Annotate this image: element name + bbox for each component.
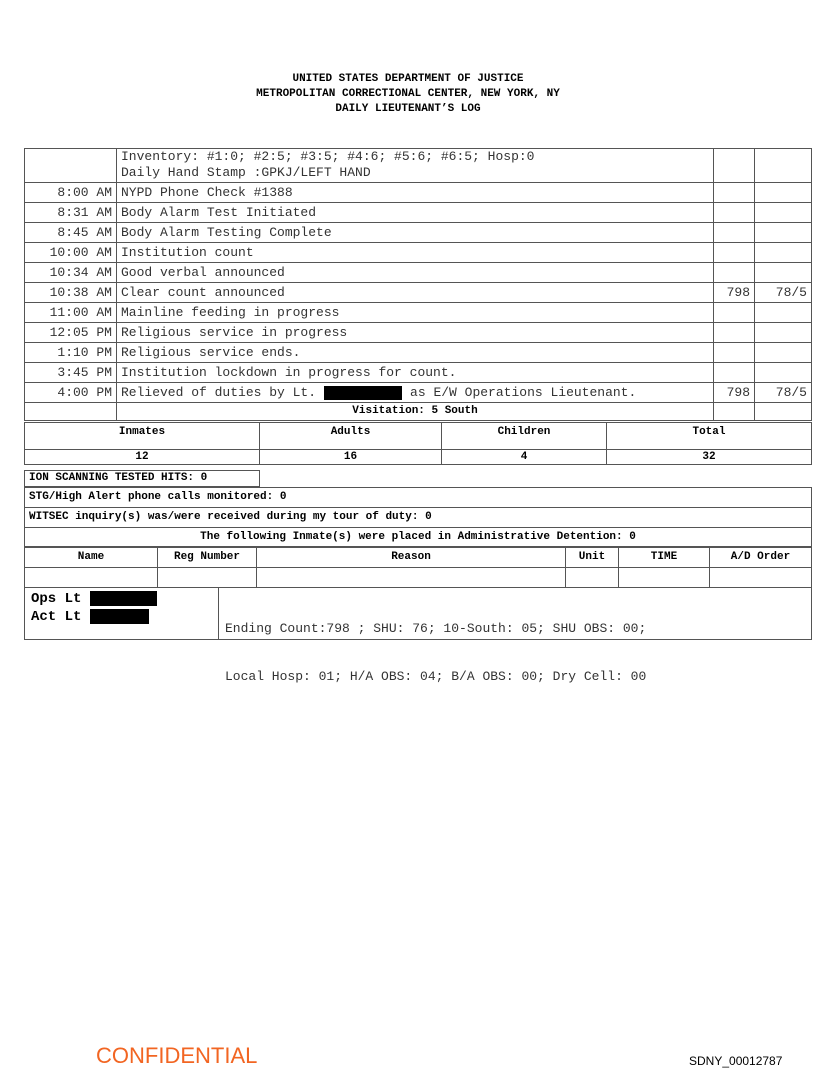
log-entry-row <box>25 363 812 383</box>
log-row-inventory <box>25 149 812 183</box>
unit-column-header: Unit <box>566 547 619 568</box>
log-entry-row <box>25 343 812 363</box>
admin-detention-empty-row <box>25 568 812 588</box>
stg-calls-line: STG/High Alert phone calls monitored: 0 <box>24 487 812 508</box>
log-entry-shu <box>755 203 812 223</box>
log-text-cell <box>117 149 714 183</box>
log-entry-shu <box>755 223 812 243</box>
log-entry-shu <box>755 363 812 383</box>
log-entry-row <box>25 263 812 283</box>
log-entry-count: 798 <box>714 283 755 303</box>
log-entry-text: NYPD Phone Check #1388 <box>117 183 714 203</box>
adults-value: 16 <box>260 450 442 465</box>
log-entry-text: Institution count <box>117 243 714 263</box>
log-entry-row <box>25 323 812 343</box>
total-header: Total <box>607 423 812 450</box>
ion-scanning-hits: ION SCANNING TESTED HITS: 0 <box>25 471 260 487</box>
log-entry-shu <box>755 303 812 323</box>
visitation-header-row <box>25 423 812 450</box>
inmates-value: 12 <box>25 450 260 465</box>
log-entry-text: Institution lockdown in progress for count. <box>117 363 714 383</box>
name-column-header: Name <box>25 547 158 568</box>
confidential-stamp: CONFIDENTIAL <box>96 1043 258 1068</box>
log-entry-row <box>25 183 812 203</box>
signature-divider <box>218 588 219 639</box>
log-entry-row-relieved <box>25 383 812 403</box>
lieutenant-names <box>31 590 157 626</box>
visitation-title: Visitation: 5 South <box>117 403 714 421</box>
log-time-cell <box>25 149 117 183</box>
reason-column-header: Reason <box>257 547 566 568</box>
inventory-text: Inventory: #1:0; #2:5; #3:5; #4:6; #5:6; #6:5; Hosp:0 <box>121 149 535 164</box>
log-entry-time: 12:05 PM <box>25 323 117 343</box>
relieved-text-before: Relieved of duties by Lt. <box>121 385 317 400</box>
total-value: 32 <box>607 450 812 465</box>
log-entry-shu <box>755 263 812 283</box>
ion-scanning-table <box>24 470 260 487</box>
children-value: 4 <box>442 450 607 465</box>
log-entry-count <box>714 203 755 223</box>
redaction-bar <box>90 591 157 606</box>
log-entry-text: Religious service ends. <box>117 343 714 363</box>
log-entry-shu: 78/5 <box>755 383 812 403</box>
log-entry-count <box>714 183 755 203</box>
log-entry-text: Good verbal announced <box>117 263 714 283</box>
log-entry-row <box>25 203 812 223</box>
visitation-blank-cell <box>755 403 812 421</box>
log-entry-row <box>25 223 812 243</box>
log-entry-text: Body Alarm Testing Complete <box>117 223 714 243</box>
hand-stamp-text: Daily Hand Stamp :GPKJ/LEFT HAND <box>121 165 371 180</box>
log-shu-cell <box>755 149 812 183</box>
log-entry-count <box>714 343 755 363</box>
witsec-line: WITSEC inquiry(s) was/were received during my tour of duty: 0 <box>24 507 812 528</box>
log-entry-count <box>714 223 755 243</box>
log-entry-time: 1:10 PM <box>25 343 117 363</box>
log-entry-text <box>117 383 714 403</box>
log-entry-time: 3:45 PM <box>25 363 117 383</box>
log-entry-time: 8:45 AM <box>25 223 117 243</box>
relieved-text-after: as E/W Operations Lieutenant. <box>410 385 637 400</box>
log-entry-text: Body Alarm Test Initiated <box>117 203 714 223</box>
log-entry-shu: 78/5 <box>755 283 812 303</box>
ending-counts-line-1: Ending Count:798 ; SHU: 76; 10-South: 05; SHU OBS: 00; <box>225 621 647 636</box>
log-entry-row <box>25 283 812 303</box>
log-entry-shu <box>755 243 812 263</box>
log-count-cell <box>714 149 755 183</box>
ops-lt-label: Ops Lt <box>31 591 82 607</box>
visitation-blank-cell <box>714 403 755 421</box>
log-entry-count <box>714 303 755 323</box>
log-entry-time: 10:34 AM <box>25 263 117 283</box>
log-entry-time: 10:00 AM <box>25 243 117 263</box>
visitation-title-row <box>25 403 812 421</box>
log-entry-time: 8:00 AM <box>25 183 117 203</box>
log-entry-count <box>714 263 755 283</box>
reg-number-column-header: Reg Number <box>158 547 257 568</box>
redaction-bar <box>324 386 402 400</box>
signature-block <box>24 587 812 684</box>
admin-detention-title: The following Inmate(s) were placed in Administrative Detention: 0 <box>24 527 812 548</box>
visitation-blank-cell <box>25 403 117 421</box>
log-entry-row <box>25 243 812 263</box>
log-entry-time: 8:31 AM <box>25 203 117 223</box>
header-log-title: DAILY LIEUTENANT’S LOG <box>335 103 481 115</box>
log-entry-time: 10:38 AM <box>25 283 117 303</box>
log-entry-text: Clear count announced <box>117 283 714 303</box>
admin-detention-table <box>24 546 812 588</box>
log-entry-count <box>714 363 755 383</box>
time-column-header: TIME <box>619 547 710 568</box>
inmates-header: Inmates <box>25 423 260 450</box>
header-department: UNITED STATES DEPARTMENT OF JUSTICE <box>292 73 524 85</box>
visitation-value-row <box>25 450 812 465</box>
log-entry-shu <box>755 343 812 363</box>
log-entry-row <box>25 303 812 323</box>
log-entry-shu <box>755 183 812 203</box>
log-entry-time: 11:00 AM <box>25 303 117 323</box>
bates-number: SDNY_00012787 <box>689 1054 783 1068</box>
log-entry-shu <box>755 323 812 343</box>
log-entry-text: Mainline feeding in progress <box>117 303 714 323</box>
log-entry-time: 4:00 PM <box>25 383 117 403</box>
admin-detention-header-row <box>25 547 812 568</box>
log-entry-count <box>714 323 755 343</box>
adults-header: Adults <box>260 423 442 450</box>
act-lt-label: Act Lt <box>31 609 82 625</box>
log-entry-count: 798 <box>714 383 755 403</box>
ending-counts <box>225 589 646 717</box>
visitation-count-table <box>24 422 812 465</box>
redaction-bar <box>90 609 149 624</box>
log-entry-count <box>714 243 755 263</box>
header-facility: METROPOLITAN CORRECTIONAL CENTER, NEW YORK, NY <box>256 88 560 100</box>
children-header: Children <box>442 423 607 450</box>
log-entry-text: Religious service in progress <box>117 323 714 343</box>
log-table <box>24 148 812 421</box>
ending-counts-line-2: Local Hosp: 01; H/A OBS: 04; B/A OBS: 00; Dry Cell: 00 <box>225 669 647 684</box>
ad-order-column-header: A/D Order <box>710 547 812 568</box>
